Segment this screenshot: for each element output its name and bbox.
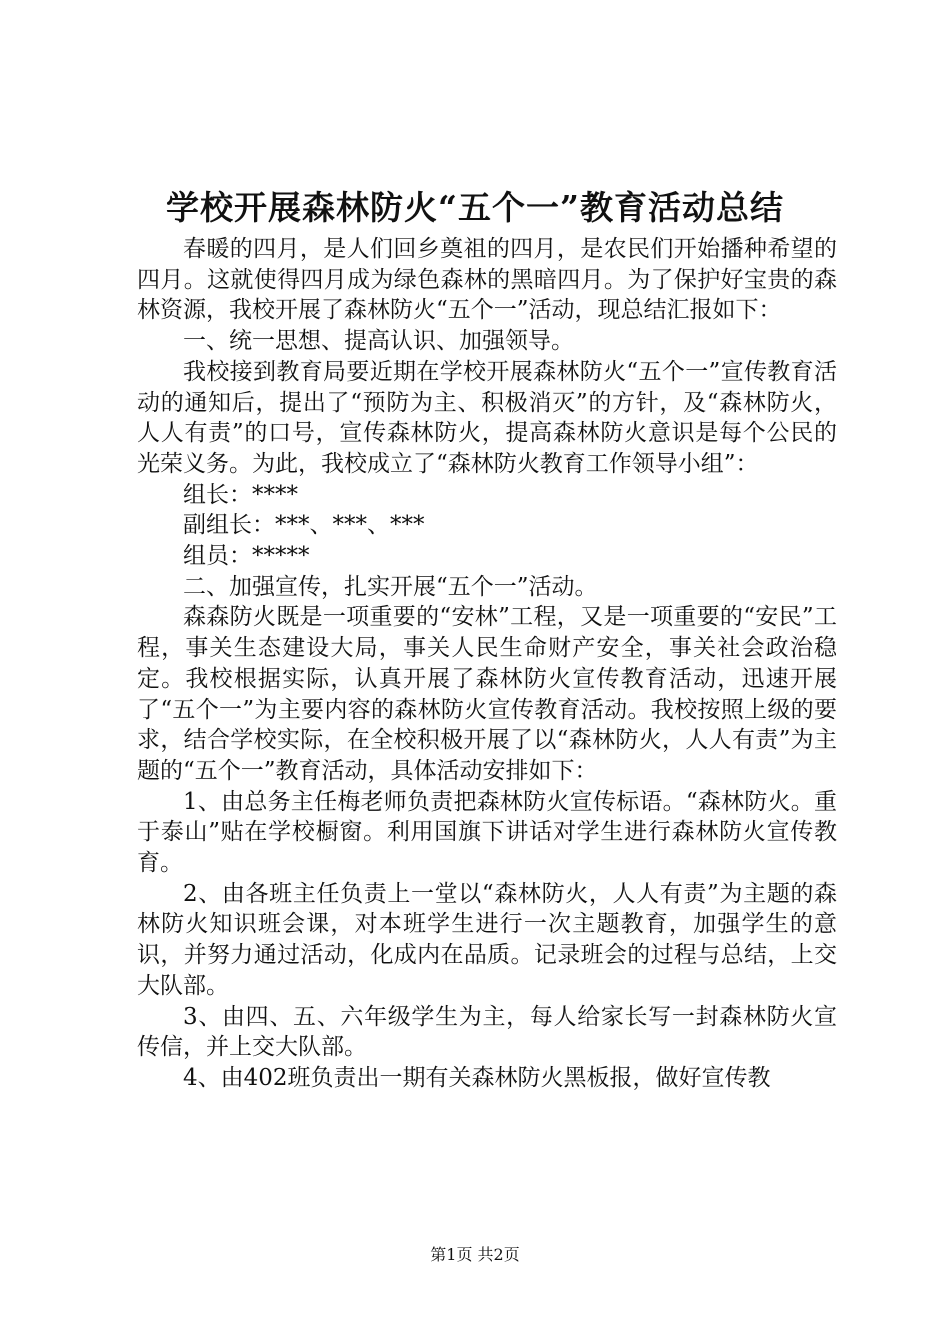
activity-item-4: 4、由402班负责出一期有关森林防火黑板报，做好宣传教: [183, 1064, 771, 1091]
activity-item-3: 3、由四、五、六年级学生为主，每人给家长写一封森林防火宣传信，并上交大队部。: [137, 1003, 837, 1061]
section-heading-1: 一、统一思想、提高认识、加强领导。: [183, 328, 574, 355]
paragraph-intro: 春暖的四月，是人们回乡奠祖的四月，是农民们开始播种希望的四月。这就使得四月成为绿色森林的黑暗四月。为了保护好宝贵的森林资源，我校开展了森林防火“五个一”活动，现总结汇报如下：: [137, 236, 837, 324]
group-deputy-leaders: 副组长：***、***、***: [183, 512, 425, 539]
paragraph-leadership: 我校接到教育局要近期在学校开展森林防火“五个一”宣传教育活动的通知后，提出了“预防为主、积极消灭”的方针，及“森林防火，人人有责”的口号，宣传森林防火，提高森林防火意识是每个公民的光荣义务。为此，我校成立了“森林防火教育工作领导小组”：: [137, 358, 837, 477]
page-number-footer: 第1页 共2页: [430, 1245, 520, 1264]
paragraph-publicity: 森森防火既是一项重要的“安林”工程，又是一项重要的“安民”工程，事关生态建设大局，事关人民生命财产安全，事关社会政治稳定。我校根据实际，认真开展了森林防火宣传教育活动，迅速开展了“五个一”为主要内容的森林防火宣传教育活动。我校按照上级的要求，结合学校实际，在全校积极开展了以“森林防火，人人有责”为主题的“五个一”教育活动，具体活动安排如下：: [137, 604, 837, 784]
group-leader: 组长：****: [183, 481, 298, 508]
activity-item-1: 1、由总务主任梅老师负责把森林防火宣传标语。“森林防火。重于泰山”贴在学校橱窗。利用国旗下讲话对学生进行森林防火宣传教育。: [137, 788, 837, 877]
activity-item-2: 2、由各班主任负责上一堂以“森林防火，人人有责”为主题的森林防火知识班会课，对本班学生进行一次主题教育，加强学生的意识，并努力通过活动，化成内在品质。记录班会的过程与总结，上交大队部。: [137, 880, 837, 999]
document-body: [137, 234, 837, 1094]
section-heading-2: 二、加强宣传，扎实开展“五个一”活动。: [183, 573, 598, 600]
group-members: 组员：*****: [183, 543, 310, 570]
document-title: 学校开展森林防火“五个一”教育活动总结: [166, 188, 784, 227]
